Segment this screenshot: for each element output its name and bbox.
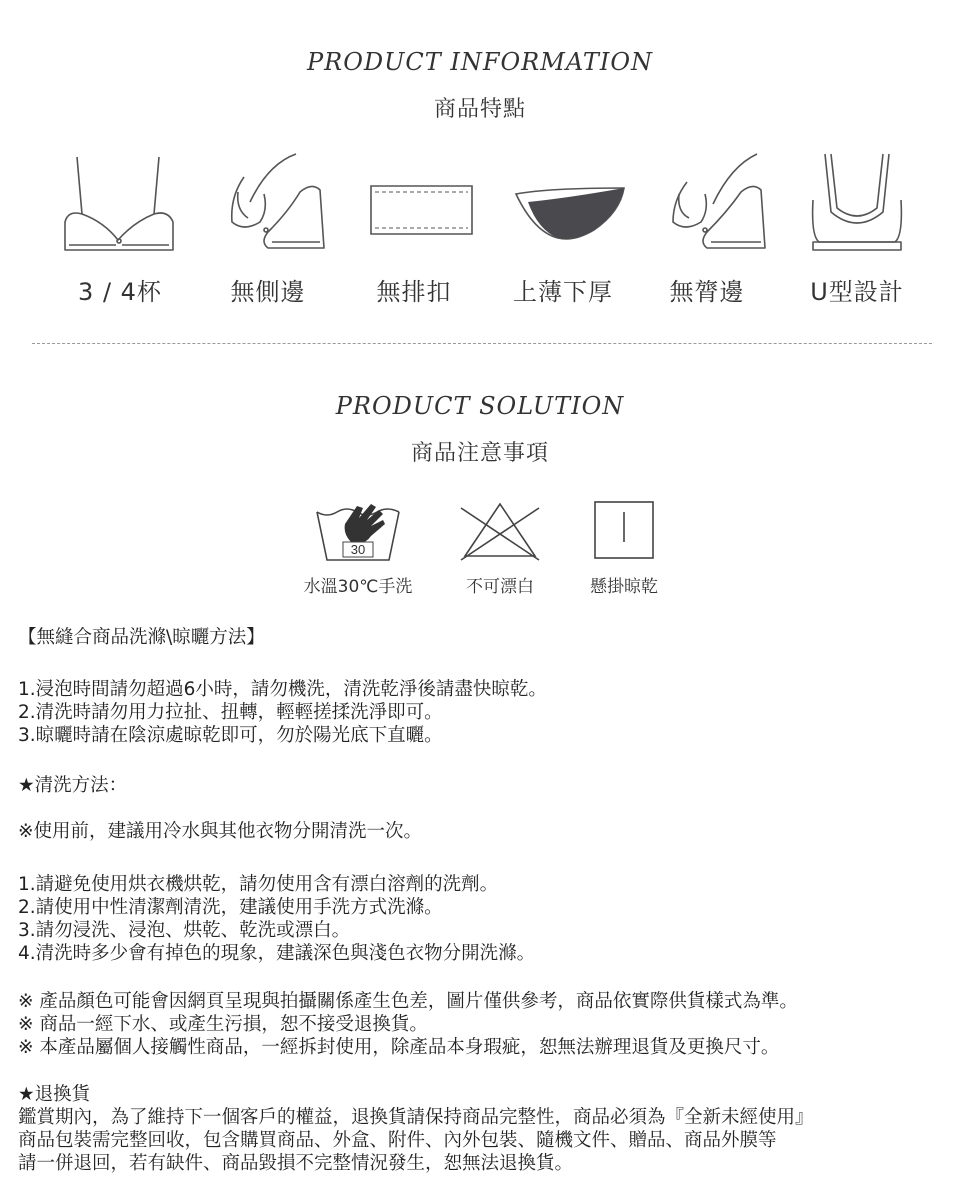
no-bleach-icon (455, 498, 545, 562)
wash-temperature: 30 (350, 542, 366, 557)
info-english-title: PRODUCT INFORMATION (307, 48, 653, 76)
no-side-bra-icon (208, 152, 328, 254)
feature-no-hooks (339, 152, 489, 307)
return-line: 鑑賞期內，為了維持下一個客戶的權益，退換貨請保持商品完整性，商品必須為『全新未經使用』 (18, 1107, 814, 1128)
solution-chinese-title: 商品注意事項 (410, 441, 549, 466)
step-line: 3.晾曬時請在陰涼處晾乾即可，勿於陽光底下直曬。 (18, 725, 443, 746)
no-rim-bra-icon (647, 152, 767, 254)
feature-thin-top-thick-bottom (488, 152, 638, 307)
pre-use-note: ※使用前，建議用冷水與其他衣物分開清洗一次。 (18, 821, 423, 842)
feature-no-rim (632, 152, 782, 307)
feature-no-side (193, 152, 343, 307)
feature-label: 上薄下厚 (513, 278, 613, 306)
care-hand-wash (288, 498, 428, 597)
note-line: ※ 商品一經下水、或產生污損，恕不接受退換貨。 (18, 1014, 428, 1035)
washing-method-heading: 【無縫合商品洗滌\晾曬方法】 (18, 627, 265, 648)
feature-u-shape (782, 152, 932, 307)
pad-thin-top-thick-bottom-icon (498, 152, 628, 254)
feature-label: 無側邊 (230, 278, 306, 306)
seamless-steps (18, 678, 948, 747)
solution-english-title: PRODUCT SOLUTION (335, 392, 625, 420)
return-heading: ★退換貨 (18, 1084, 91, 1105)
u-shape-bra-icon (797, 152, 917, 254)
section-divider (32, 343, 932, 344)
care-label: 懸掛晾乾 (590, 577, 658, 597)
return-line: 商品包裝需完整回收，包含購買商品、外盒、附件、內外包裝、隨機文件、贈品、商品外膜等 (18, 1130, 777, 1151)
three-quarter-cup-bra-icon (60, 152, 180, 254)
care-label: 水溫30℃手洗 (303, 577, 413, 597)
step-line: 2.清洗時請勿用力拉扯、扭轉，輕輕搓揉洗淨即可。 (18, 702, 443, 723)
wash-steps (18, 873, 948, 965)
wash-step-line: 4.清洗時多少會有掉色的現象，建議深色與淺色衣物分開洗滌。 (18, 943, 536, 964)
info-chinese-title: 商品特點 (433, 97, 526, 122)
care-no-bleach (430, 498, 570, 597)
line-dry-icon (579, 498, 669, 562)
step-line: 1.浸泡時間請勿超過6小時，請勿機洗，清洗乾淨後請盡快晾乾。 (18, 679, 547, 700)
disclaimer-notes (18, 990, 948, 1059)
note-line: ※ 產品顏色可能會因網頁呈現與拍攝關係產生色差，圖片僅供參考，商品依實際供貨樣式為準。 (18, 991, 798, 1012)
wash-step-line: 2.請使用中性清潔劑清洗，建議使用手洗方式洗滌。 (18, 897, 443, 918)
care-label: 不可漂白 (466, 577, 534, 597)
feature-label: 無膂邊 (669, 278, 745, 306)
care-line-dry (554, 498, 694, 597)
return-line: 請一併退回，若有缺件、商品毀損不完整情況發生，恕無法退換貨。 (18, 1153, 574, 1174)
wash-method-heading: ★清洗方法： (18, 775, 128, 796)
wash-step-line: 3.請勿浸洗、浸泡、烘乾、乾洗或漂白。 (18, 920, 351, 941)
feature-label: 無排扣 (376, 278, 452, 306)
hand-wash-30-icon (313, 498, 403, 562)
wash-step-line: 1.請避免使用烘衣機烘乾，請勿使用含有漂白溶劑的洗劑。 (18, 874, 499, 895)
return-policy (18, 1083, 948, 1175)
feature-three-quarter-cup (45, 152, 195, 307)
no-hook-band-icon (354, 152, 474, 254)
feature-label: 3 / 4杯 (78, 278, 162, 306)
note-line: ※ 本產品屬個人接觸性商品，一經拆封使用，除產品本身瑕疵，恕無法辦理退貨及更換尺寸。 (18, 1037, 780, 1058)
feature-label: U型設計 (810, 278, 904, 306)
